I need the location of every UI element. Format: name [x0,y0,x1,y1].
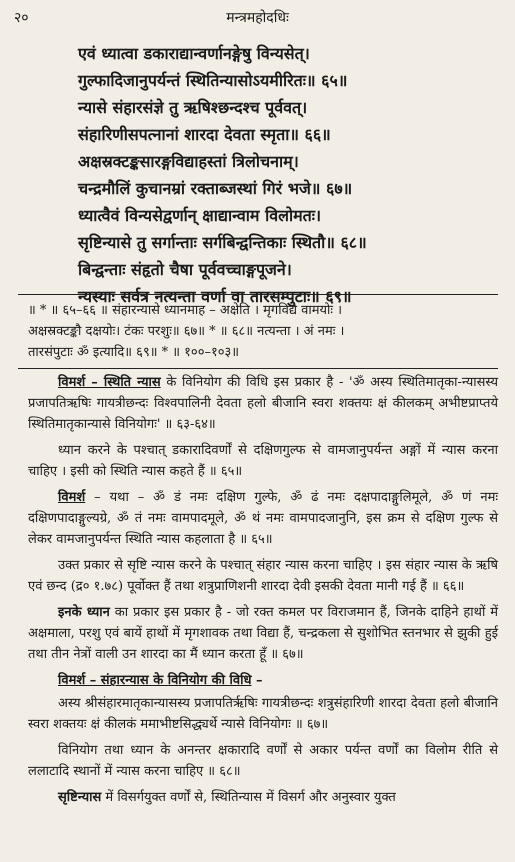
paragraph [28,440,498,482]
paragraph [28,487,498,550]
paragraph [28,693,498,735]
verse-line: न्यासे संहारसंज्ञे तु ऋषिश्छन्दश्च पूर्ववत्। [78,98,308,117]
paragraph-lead: विमर्श – संहारन्यास के विनियोग की विधि [58,673,252,688]
commentary-line: ॥ * ॥ ६५–६६ ॥ संहारन्यासे ध्यानमाह – अक्षेति । मृगविद्ये वामयोः । [28,303,343,318]
verse-line: सृष्टिन्यासे तु सर्गान्ताः सर्गबिन्द्वन्तिकाः स्थितौ॥ ६८॥ [78,233,367,252]
page-number: २० [14,10,29,26]
paragraph-text: – यथा – ॐ डं नमः दक्षिण गुल्फे, ॐ ढं नमः दक्षपादाङ्गुलिमूले, ॐ णं नमः दक्षिणपादाङ्गुल्यग्रे, ॐ तं नमः वामपादमूले, ॐ थं नमः वामपादजानुनि, इस क्रम से दक्षिण गुल्फ से लेकर वामजानुपर्यन्त स्थिति न्यास कहलाता है ॥ ६५॥ [28,490,498,547]
section-divider [18,368,498,369]
verse-line: गुल्फादिजानुपर्यन्तं स्थितिन्यासोऽयमीरितः॥ ६५॥ [78,71,348,90]
verse-line: अक्षस्रक्टङ्कसारङ्गविद्याहस्तां त्रिलोचनाम्। [78,152,299,171]
verse-line: चन्द्रमौलिं कुचानम्रां रक्ताब्जस्थां गिरं भजे॥ ६७॥ [78,179,353,198]
hindi-explanation [28,372,498,813]
paragraph-text: ध्यान करने के पश्चात् डकारादिवर्णों से दक्षिणगुल्फ से वामजानुपर्यन्त अङ्गों में न्यास करना चाहिए । इसी को स्थिति न्यास कहते हैं ॥ ६५॥ [28,443,498,479]
verse-block [0,40,515,310]
book-title: मन्त्रमहोदधिः [226,10,289,26]
verse-line: ध्यात्वैवं विन्यसेद्वर्णान् क्षाद्यान्वाम विलोमतः। [78,206,322,225]
paragraph-lead: सृष्टिन्यास [58,790,102,805]
paragraph [28,740,498,782]
sanskrit-commentary [28,300,498,363]
paragraph [28,555,498,597]
paragraph-text: उक्त प्रकार से सृष्टि न्यास करने के पश्चात् संहार न्यास करना चाहिए । इस संहार न्यास के ऋषि एवं छन्द (द्र० १.७८) पूर्वोक्त हैं तथा शत्रुप्राणिशनी शारदा देवी इसकी देवता मानी गई हैं ॥ ६६॥ [28,558,498,594]
paragraph-text: विनियोग तथा ध्यान के अनन्तर क्षकारादि वर्णों से अकार पर्यन्त वर्णों का विलोम रीति से ललाटादि स्थानों में न्यास करना चाहिए ॥ ६८॥ [28,743,498,779]
paragraph [28,602,498,665]
section-divider [18,294,498,295]
page-header [0,6,515,28]
paragraph-text: – [251,673,263,688]
paragraph-text: का प्रकार इस प्रकार है - जो रक्त कमल पर विराजमान हैं, जिनके दाहिने हाथों में अक्षमाला, परशु एवं बायें हाथों में मृगशावक तथा विद्या हैं, चन्द्रकला से सुशोभित स्तनभार से झुकी हुई तथा तीन नेत्रों वाली उन शारदा का मैं ध्यान करता हूँ ॥ ६७॥ [28,605,498,662]
verse-line: संहारिणीसपत्नानां शारदा देवता स्मृता॥ ६६॥ [78,125,331,144]
paragraph-lead: विमर्श – स्थिति न्यास [58,375,161,390]
paragraph-lead: इनके ध्यान [58,605,110,620]
paragraph-text: में विसर्गयुक्त वर्णों से, स्थितिन्यास में विसर्ग और अनुस्वार युक्त [101,790,396,805]
verse-line: न्यस्याः सर्वत्र नत्यन्ता वर्णा वा तारसम्पुटाः॥ ६९॥ [78,287,352,306]
paragraph [28,787,498,808]
commentary-line: अक्षस्रक्टङ्कौ दक्षयोः। टंकः परशुः॥ ६७॥ * ॥ ६८॥ नत्यन्ता । अं नमः । [28,324,345,339]
paragraph [28,372,498,435]
verse-line: एवं ध्यात्वा डकाराद्यान्वर्णानङ्गेषु विन्यसेत्। [78,44,310,63]
paragraph-text: अस्य श्रीसंहारमातृकान्यासस्य प्रजापतिर्ऋषिः गायत्रीछन्दः शत्रुसंहारिणी शारदा देवता हलो बीजानि स्वरा शक्तयः क्षं कीलकं ममाभीष्टसिद्ध्यर्थे न्यासे विनियोगः ॥ ६७॥ [28,696,498,732]
paragraph-text: के विनियोग की विधि इस प्रकार है - 'ॐ अस्य स्थितिमातृका-न्यासस्य प्रजापतिऋषिः गायत्रीछन्दः विश्वपालिनी देवता हलो बीजानि स्वरा शक्तयः क्षं कीलकम् अभीष्टप्राप्तये स्थितिमातृकान्यासे विनियोगः' ॥ ६३-६४॥ [28,375,498,432]
paragraph [28,670,498,691]
paragraph-lead: विमर्श [58,490,86,505]
commentary-line: तारसंपुटाः ॐ इत्यादि॥ ६९॥ * ॥ १००–१०३॥ [28,345,240,360]
verse-line: बिन्द्वन्ताः संहृतो चैषा पूर्ववच्चाङ्गपूजने। [78,260,292,279]
